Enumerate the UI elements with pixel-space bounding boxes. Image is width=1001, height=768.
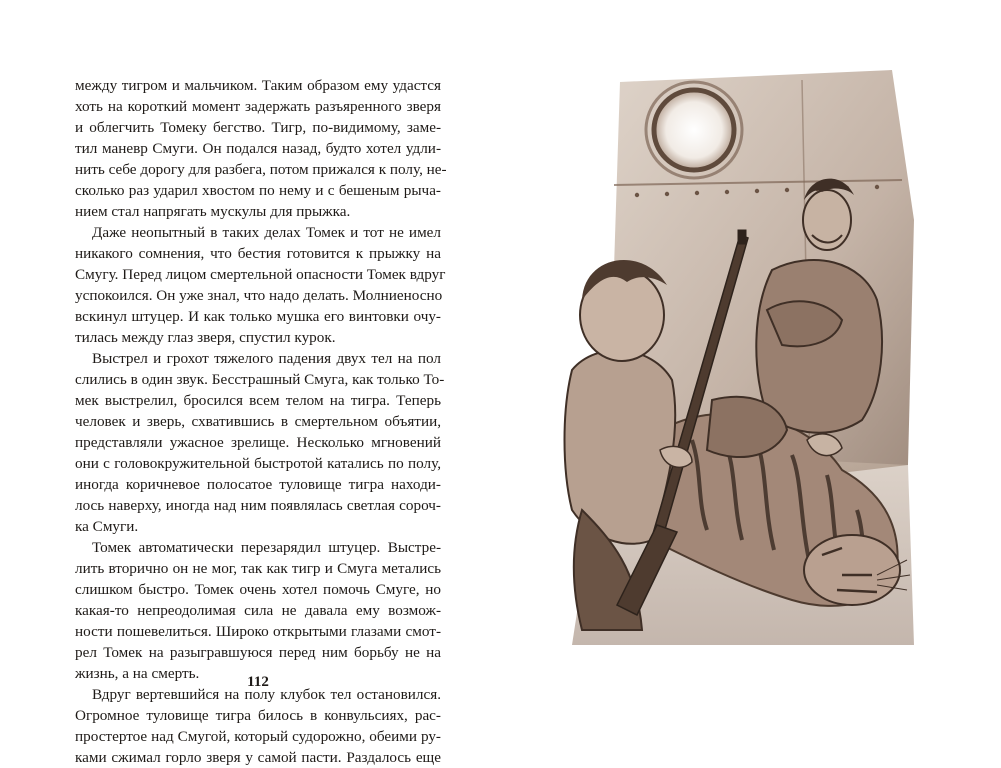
- illustration: [542, 70, 914, 645]
- text-line: Даже неопытный в таких делах Томек и тот не имел: [92, 224, 441, 241]
- text-line: Выстрел и грохот тяжелого падения двух тел на пол: [92, 350, 441, 367]
- text-line: рел Томек на разыгравшуюся перед ним борьбу не на: [75, 644, 441, 661]
- text-line: Огромное туловище тигра билось в конвульсиях, рас-: [75, 707, 441, 724]
- text-line: тилась между глаз зверя, спустил курок.: [75, 329, 336, 346]
- text-line: представляли ужасное зрелище. Несколько мгновений: [75, 434, 441, 451]
- text-line: никакого сомнения, что бестия готовится к прыжку на: [75, 245, 441, 262]
- text-line: Смугу. Перед лицом смертельной опасности Томек вдруг: [75, 266, 446, 283]
- text-line: между тигром и мальчиком. Таким образом ему удастся: [75, 77, 441, 94]
- text-line: человек и зверь, схватившись в смертельном объятии,: [75, 413, 441, 430]
- porthole: [654, 90, 734, 170]
- text-line: они с головокружительной быстротой катались по полу,: [75, 455, 441, 472]
- text-line: лить вторично он не мог, так как тигр и Смуга метались: [75, 560, 441, 577]
- text-line: нить себе дорогу для разбега, потом прижался к полу, не-: [75, 161, 447, 178]
- man-torso: [756, 260, 882, 433]
- text-line: Вдруг вертевшийся на полу клубок тел остановился.: [92, 686, 441, 703]
- text-line: и облегчить Томеку бегство. Тигр, по-видимому, заме-: [75, 119, 441, 136]
- text-line: мек выстрелил, бросился всем телом на тигра. Теперь: [75, 392, 441, 409]
- text-line: Томек автоматически перезарядил штуцер. Выстре-: [92, 539, 441, 556]
- text-line: простертое над Смугой, который судорожно, обеими ру-: [75, 728, 441, 745]
- text-line: ка Смуги.: [75, 518, 139, 535]
- man-head: [803, 190, 851, 250]
- text-line: нием стал напрягать мускулы для прыжка.: [75, 203, 351, 220]
- text-line: сколько раз ударил хвостом по нему и с бешеным рыча-: [75, 182, 441, 199]
- text-line: лось наверху, иногда над ним появлялась светлая сороч-: [75, 497, 441, 514]
- text-line: иногда коричневое полосатое туловище тигра находи-: [75, 476, 441, 493]
- text-line: ности пошевелиться. Широко открытыми глазами смот-: [75, 623, 441, 640]
- text-line: ками сжимал горло зверя у самой пасти. Раздалось еще: [75, 749, 441, 766]
- text-line: успокоился. Он уже знал, что надо делать. Молниеносно: [75, 287, 443, 304]
- text-line: хоть на короткий момент задержать разъяренного зверя: [75, 98, 441, 115]
- text-line: слились в один звук. Бесстрашный Смуга, как только То-: [75, 371, 445, 388]
- page-number: 112: [247, 674, 269, 690]
- text-line: слишком быстро. Томек очень хотел помочь Смуге, но: [75, 581, 441, 598]
- text-line: какая-то непреодолимая сила не давала ему возмож-: [75, 602, 441, 619]
- text-line: вскинул штуцер. И как только мушка его винтовки очу-: [75, 308, 441, 325]
- page-text: [75, 75, 447, 768]
- text-line: тил маневр Смуги. Он подался назад, будто хотел удли-: [75, 140, 441, 157]
- tiger-head: [804, 535, 900, 605]
- text-line: жизнь, а на смерть.: [75, 665, 200, 682]
